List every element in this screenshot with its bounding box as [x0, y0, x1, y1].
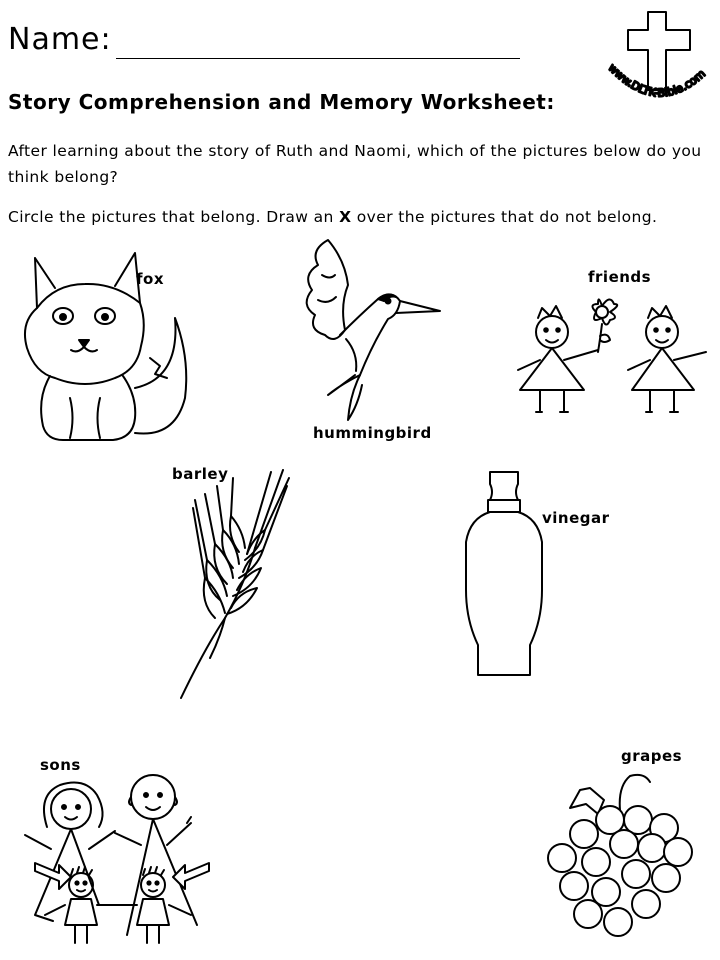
name-line[interactable]	[116, 58, 520, 59]
instruction-paragraph-1: After learning about the story of Ruth and Naomi, which of the pictures below do you think belong?	[8, 142, 702, 186]
sons-label: sons	[40, 756, 81, 774]
name-label: Name:	[8, 22, 112, 57]
grapes-label: grapes	[621, 747, 683, 765]
hummingbird-picture[interactable]	[300, 235, 450, 425]
x-mark: X	[339, 208, 352, 226]
worksheet-title: Story Comprehension and Memory Worksheet:	[8, 90, 555, 114]
fox-label: fox	[136, 270, 165, 288]
fox-picture[interactable]	[15, 248, 195, 448]
friends-label: friends	[588, 268, 652, 286]
cross-icon	[628, 12, 690, 90]
vinegar-label: vinegar	[542, 509, 610, 527]
barley-label: barley	[172, 465, 229, 483]
cross-logo	[600, 10, 720, 110]
vinegar-picture[interactable]	[460, 470, 550, 680]
friends-picture[interactable]	[510, 290, 715, 420]
barley-picture[interactable]	[175, 468, 295, 703]
website-text: www.DLTK-Bible.com	[605, 61, 708, 100]
instruction-paragraph-2: Circle the pictures that belong. Draw an X over the pictures that do not belong.	[8, 208, 658, 226]
hummingbird-label: hummingbird	[313, 424, 432, 442]
grapes-picture[interactable]	[540, 770, 710, 945]
sons-picture[interactable]	[15, 765, 225, 950]
